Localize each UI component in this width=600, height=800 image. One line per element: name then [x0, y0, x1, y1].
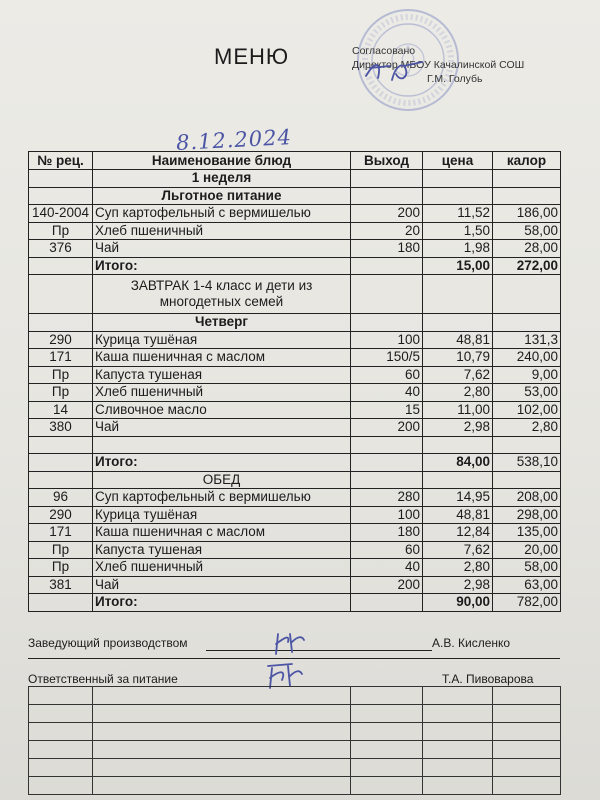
empty-cell	[351, 723, 423, 741]
section1-total-price: 15,00	[423, 257, 493, 275]
output-weight: 200	[351, 576, 423, 594]
recipe-number: 380	[29, 419, 93, 437]
output-weight: 200	[351, 205, 423, 223]
table-row	[29, 366, 561, 384]
empty-cell	[93, 687, 351, 705]
empty-cell	[423, 723, 493, 741]
table-row	[29, 541, 561, 559]
output-weight: 60	[351, 541, 423, 559]
document-title: МЕНЮ	[214, 44, 290, 69]
empty-cell	[493, 687, 561, 705]
empty-cell	[29, 777, 93, 795]
empty-row	[29, 741, 561, 759]
empty-cell	[93, 777, 351, 795]
empty-cell	[29, 687, 93, 705]
table-row	[29, 384, 561, 402]
dish-name: Суп картофельный с вермишелью	[93, 205, 351, 223]
calories: 2,80	[493, 419, 561, 437]
section2-title-row	[29, 275, 561, 314]
section3-total-price: 90,00	[423, 594, 493, 612]
output-weight: 15	[351, 401, 423, 419]
price: 7,62	[423, 541, 493, 559]
table-row	[29, 506, 561, 524]
section3-title-row	[29, 471, 561, 489]
empty-cell	[423, 741, 493, 759]
director-signature-icon	[360, 56, 430, 88]
menu-table	[28, 151, 561, 612]
price: 48,81	[423, 506, 493, 524]
empty-cell	[93, 741, 351, 759]
price: 7,62	[423, 366, 493, 384]
price: 48,81	[423, 331, 493, 349]
empty-cell	[493, 777, 561, 795]
recipe-number: Пр	[29, 559, 93, 577]
recipe-number: 14	[29, 401, 93, 419]
section2-total-price: 84,00	[423, 454, 493, 472]
empty-cell	[29, 759, 93, 777]
empty-cell	[351, 705, 423, 723]
recipe-number: Пр	[29, 384, 93, 402]
calories: 58,00	[493, 559, 561, 577]
recipe-number: 171	[29, 524, 93, 542]
dish-name: Каша пшеничная с маслом	[93, 524, 351, 542]
recipe-number: Пр	[29, 366, 93, 384]
recipe-number: Пр	[29, 541, 93, 559]
calories: 131,3	[493, 331, 561, 349]
column-header-calories: калор	[493, 152, 561, 170]
empty-cell	[493, 723, 561, 741]
empty-grid	[28, 686, 561, 795]
empty-cell	[93, 723, 351, 741]
blank-row	[29, 436, 561, 454]
empty-cell	[29, 723, 93, 741]
calories: 186,00	[493, 205, 561, 223]
section3-total-label: Итого:	[93, 594, 351, 612]
recipe-number: 96	[29, 489, 93, 507]
section2-total-calories: 538,10	[493, 454, 561, 472]
output-weight: 180	[351, 524, 423, 542]
empty-cell	[423, 705, 493, 723]
recipe-number: 171	[29, 349, 93, 367]
empty-row	[29, 723, 561, 741]
column-header-name: Наименование блюд	[93, 152, 351, 170]
calories: 298,00	[493, 506, 561, 524]
output-weight: 100	[351, 331, 423, 349]
table-row	[29, 489, 561, 507]
calories: 28,00	[493, 240, 561, 258]
section2-rows	[29, 331, 561, 436]
recipe-number: 290	[29, 506, 93, 524]
table-row	[29, 419, 561, 437]
dish-name: Курица тушёная	[93, 331, 351, 349]
table-row	[29, 349, 561, 367]
output-weight: 40	[351, 384, 423, 402]
section3-total-calories: 782,00	[493, 594, 561, 612]
dish-name: Чай	[93, 419, 351, 437]
production-manager-label: Заведующий производством	[28, 636, 188, 650]
section1-title-row	[29, 187, 561, 205]
recipe-number: 290	[29, 331, 93, 349]
table-header-row	[29, 152, 561, 170]
table-row	[29, 524, 561, 542]
recipe-number: 376	[29, 240, 93, 258]
calories: 9,00	[493, 366, 561, 384]
empty-cell	[93, 759, 351, 777]
empty-row	[29, 777, 561, 795]
dish-name: Курица тушёная	[93, 506, 351, 524]
price: 11,00	[423, 401, 493, 419]
section1-total-label: Итого:	[93, 257, 351, 275]
section2-title: ЗАВТРАК 1-4 класс и дети из многодетных семей	[93, 275, 351, 314]
section3-rows	[29, 489, 561, 594]
calories: 20,00	[493, 541, 561, 559]
calories: 58,00	[493, 222, 561, 240]
week-row	[29, 170, 561, 188]
empty-cell	[423, 759, 493, 777]
price: 12,84	[423, 524, 493, 542]
section1-total-row	[29, 257, 561, 275]
production-signature-icon	[270, 630, 310, 658]
price: 1,98	[423, 240, 493, 258]
price: 11,52	[423, 205, 493, 223]
column-header-price: цена	[423, 152, 493, 170]
empty-cell	[493, 759, 561, 777]
responsible-label: Ответственный за питание	[28, 672, 178, 686]
output-weight: 150/5	[351, 349, 423, 367]
dish-name: Чай	[93, 576, 351, 594]
output-weight: 280	[351, 489, 423, 507]
column-header-recipe: № рец.	[29, 152, 93, 170]
table-row	[29, 401, 561, 419]
empty-cell	[423, 777, 493, 795]
empty-cell	[493, 741, 561, 759]
table-row	[29, 240, 561, 258]
empty-row	[29, 687, 561, 705]
dish-name: Чай	[93, 240, 351, 258]
section3-title: ОБЕД	[93, 471, 351, 489]
handwritten-date: 8.12.2024	[175, 124, 293, 156]
empty-cell	[351, 759, 423, 777]
dish-name: Хлеб пшеничный	[93, 559, 351, 577]
approval-line-1: Согласовано	[352, 45, 416, 57]
approval-line-3: Г.М. Голубь	[427, 73, 483, 85]
empty-cell	[423, 687, 493, 705]
output-weight: 40	[351, 559, 423, 577]
calories: 208,00	[493, 489, 561, 507]
responsible-name: Т.А. Пивоварова	[442, 672, 534, 686]
section1-rows	[29, 205, 561, 258]
section2-day: Четверг	[93, 314, 351, 332]
price: 1,50	[423, 222, 493, 240]
empty-cell	[351, 777, 423, 795]
recipe-number: 381	[29, 576, 93, 594]
output-weight: 100	[351, 506, 423, 524]
approval-line-2: Директор МБОУ Качалинской СОШ	[352, 59, 525, 71]
dish-name: Хлеб пшеничный	[93, 384, 351, 402]
empty-row	[29, 759, 561, 777]
price: 2,98	[423, 419, 493, 437]
section1-title: Льготное питание	[93, 187, 351, 205]
recipe-number: Пр	[29, 222, 93, 240]
production-signature-line	[206, 650, 432, 651]
dish-name: Хлеб пшеничный	[93, 222, 351, 240]
week-label: 1 неделя	[93, 170, 351, 188]
calories: 53,00	[493, 384, 561, 402]
table-row	[29, 205, 561, 223]
section2-total-label: Итого:	[93, 454, 351, 472]
output-weight: 200	[351, 419, 423, 437]
table-row	[29, 331, 561, 349]
calories: 63,00	[493, 576, 561, 594]
section1-total-calories: 272,00	[493, 257, 561, 275]
dish-name: Каша пшеничная с маслом	[93, 349, 351, 367]
empty-cell	[93, 705, 351, 723]
price: 10,79	[423, 349, 493, 367]
section2-day-row	[29, 314, 561, 332]
empty-cell	[351, 741, 423, 759]
dish-name: Капуста тушеная	[93, 366, 351, 384]
recipe-number: 140-2004	[29, 205, 93, 223]
section2-total-row	[29, 454, 561, 472]
table-row	[29, 559, 561, 577]
empty-cell	[29, 741, 93, 759]
price: 2,80	[423, 559, 493, 577]
section3-total-row	[29, 594, 561, 612]
calories: 240,00	[493, 349, 561, 367]
price: 14,95	[423, 489, 493, 507]
footer-divider	[28, 658, 560, 659]
table-row	[29, 576, 561, 594]
output-weight: 60	[351, 366, 423, 384]
empty-cell	[29, 705, 93, 723]
output-weight: 180	[351, 240, 423, 258]
production-manager-name: А.В. Кисленко	[432, 636, 511, 650]
price: 2,98	[423, 576, 493, 594]
dish-name: Капуста тушеная	[93, 541, 351, 559]
empty-cell	[493, 705, 561, 723]
dish-name: Суп картофельный с вермишелью	[93, 489, 351, 507]
empty-cell	[351, 687, 423, 705]
column-header-output: Выход	[351, 152, 423, 170]
table-row	[29, 222, 561, 240]
calories: 135,00	[493, 524, 561, 542]
dish-name: Сливочное масло	[93, 401, 351, 419]
calories: 102,00	[493, 401, 561, 419]
empty-row	[29, 705, 561, 723]
price: 2,80	[423, 384, 493, 402]
output-weight: 20	[351, 222, 423, 240]
